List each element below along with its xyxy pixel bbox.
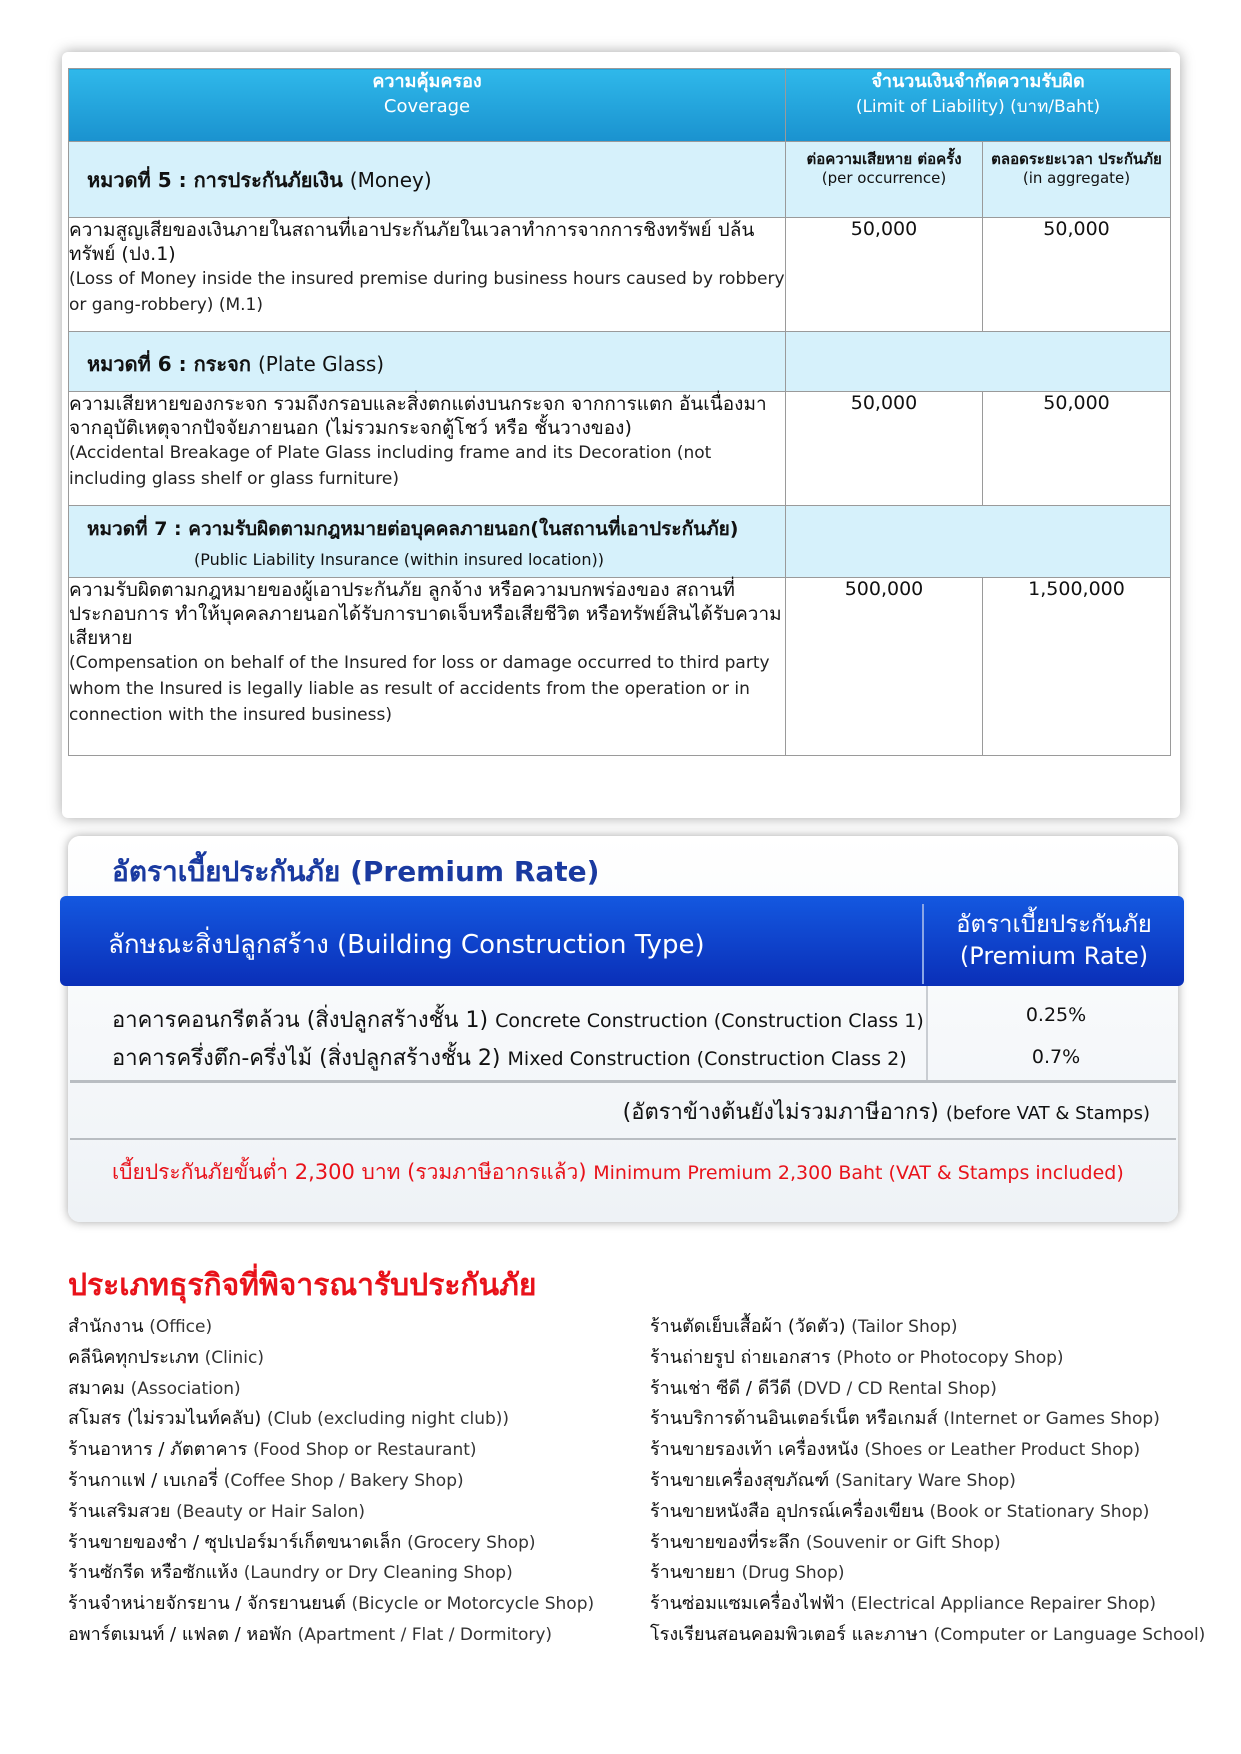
list-item: ร้านเสริมสวย (Beauty or Hair Salon) [68,1500,366,1522]
list-item: โรงเรียนสอนคอมพิวเตอร์ และภาษา (Computer or Language School) [650,1623,1206,1645]
business-list-left [68,1312,594,1651]
list-item: สโมสร (ไม่รวมไนท์คลับ) (Club (excluding night club)) [68,1408,510,1430]
per-occurrence-header [786,142,983,218]
aggregate-th: ตลอดระยะเวลา ประกันภัย [991,150,1162,168]
coverage-header-row [69,69,1171,142]
premium-rate-col-en: (Premium Rate) [959,942,1149,970]
minimum-premium-en: Minimum Premium 2,300 Baht (VAT & Stamps included) [593,1162,1124,1184]
divider [70,1080,1176,1083]
section6-title-en: (Plate Glass) [257,352,385,376]
section6-description [69,392,786,506]
coverage-header-en: Coverage [383,96,471,117]
coverage-header-th: ความคุ้มครอง [372,71,482,92]
coverage-header [69,69,786,142]
rate-divider [926,986,928,1080]
section6-desc-th: ความเสียหายของกระจก รวมถึงกรอบและสิ่งตกแต่งบนกระจก จากการแตก อันเนื่องมาจากอุบัติเหตุจากปัจจัยภายนอก (ไม่รวมกระจกตู้โชว์ หรือ ชั้นวางของ) [69,393,767,439]
vat-note [623,1094,1150,1129]
list-item: ร้านอาหาร / ภัตตาคาร (Food Shop or Restaurant) [68,1439,477,1461]
list-item: ร้านซ่อมแซมเครื่องไฟฟ้า (Electrical Appliance Repairer Shop) [650,1593,1157,1615]
per-occurrence-en: (per occurrence) [821,169,947,187]
aggregate-header [983,142,1171,218]
section6-header-blank [786,332,1171,392]
list-item: ร้านบริการด้านอินเตอร์เน็ต หรือเกมส์ (Internet or Games Shop) [650,1408,1160,1430]
section6-aggregate: 50,000 [983,392,1171,506]
rate-row-en: Mixed Construction (Construction Class 2) [507,1048,907,1070]
list-item: อพาร์ตเมนท์ / แฟลต / หอพัก (Apartment / Flat / Dormitory) [68,1623,553,1645]
section7-per-occurrence: 500,000 [786,578,983,756]
section6-desc-en: (Accidental Breakage of Plate Glass including frame and its Decoration (not including glass shelf or glass furniture) [69,443,712,489]
premium-rate-box [68,836,1178,1222]
section6-title-cell [69,332,786,392]
vat-note-th: (อัตราข้างต้นยังไม่รวมภาษีอากร) [622,1100,939,1125]
rate-row-concrete [112,1002,924,1037]
rate-row-en: Concrete Construction (Construction Class 1) [495,1010,924,1032]
divider [70,1138,1176,1140]
section5-description [69,218,786,332]
section5-title-cell [69,142,786,218]
list-item: ร้านจำหน่ายจักรยาน / จักรยานยนต์ (Bicycle or Motorcycle Shop) [68,1593,595,1615]
limit-header-th: จำนวนเงินจำกัดความรับผิด [871,71,1085,92]
rate-value-mixed: 0.7% [1031,1046,1081,1068]
section7-aggregate: 1,500,000 [983,578,1171,756]
premium-rate-title: อัตราเบี้ยประกันภัย (Premium Rate) [112,855,600,888]
minimum-premium-th: เบี้ยประกันภัยขั้นต่ำ 2,300 บาท (รวมภาษีอากรแล้ว) [112,1160,587,1184]
limit-header-en: (Limit of Liability) (บาท/Baht) [855,97,1101,117]
premium-rate-rows [68,986,1178,1080]
section7-desc-en: (Compensation on behalf of the Insured for loss or damage occurred to third party whom the Insured is legally liable as result of accidents from the operation or in connection with the insured business) [69,653,770,725]
list-item: ร้านซักรีด หรือซักแห้ง (Laundry or Dry Cleaning Shop) [68,1562,513,1584]
premium-rate-col-th: อัตราเบี้ยประกันภัย [956,910,1152,938]
list-item: ร้านเช่า ซีดี / ดีวีดี (DVD / CD Rental Shop) [650,1377,997,1399]
section6-header-row [69,332,1171,392]
business-types-title: ประเภทธุรกิจที่พิจารณารับประกันภัย [68,1268,537,1303]
section6-per-occurrence: 50,000 [786,392,983,506]
list-item: ร้านขายของชำ / ซุปเปอร์มาร์เก็ตขนาดเล็ก (Grocery Shop) [68,1531,536,1553]
list-item: ร้านถ่ายรูป ถ่ายเอกสาร (Photo or Photocopy Shop) [650,1346,1064,1368]
aggregate-en: (in aggregate) [1022,169,1131,187]
list-item: ร้านขายเครื่องสุขภัณฑ์ (Sanitary Ware Shop) [650,1469,1016,1491]
section5-desc-th: ความสูญเสียของเงินภายในสถานที่เอาประกันภัยในเวลาทำการจากการชิงทรัพย์ ปล้นทรัพย์ (ปง.1) [69,219,755,265]
section7-title-cell [69,506,786,578]
list-item: ร้านขายยา (Drug Shop) [650,1562,845,1584]
section7-desc-th: ความรับผิดตามกฎหมายของผู้เอาประกันภัย ลูกจ้าง หรือความบกพร่องของ สถานที่ประกอบการ ทำให้บุคคลภายนอกได้รับการบาดเจ็บหรือเสียชีวิต หรือทรัพย์สินได้รับความเสียหาย [69,579,782,649]
coverage-table [68,68,1171,756]
premium-rate-col-header [926,908,1182,972]
rate-row-mixed [112,1040,907,1075]
section7-title: หมวดที่ 7 : ความรับผิดตามกฎหมายต่อบุคคลภายนอก(ในสถานที่เอาประกันภัย) [87,518,739,540]
vat-note-en: (before VAT & Stamps) [945,1103,1150,1124]
section5-desc-en: (Loss of Money inside the insured premise during business hours caused by robbery or gang-robbery) (M.1) [69,269,785,315]
premium-rate-header [60,896,1184,986]
section5-header-row [69,142,1171,218]
list-item: ร้านตัดเย็บเสื้อผ้า (วัดตัว) (Tailor Shop) [650,1316,958,1337]
section6-row [69,392,1171,506]
list-item: สมาคม (Association) [68,1377,241,1399]
section7-row [69,578,1171,756]
list-item: ร้านกาแฟ / เบเกอรี่ (Coffee Shop / Bakery Shop) [68,1469,464,1491]
per-occurrence-th: ต่อความเสียหาย ต่อครั้ง [806,150,962,168]
section7-subtitle: (Public Liability Insurance (within insured location)) [194,550,604,569]
section6-title-th: หมวดที่ 6 : กระจก [87,352,251,376]
section5-title-th: หมวดที่ 5 : การประกันภัยเงิน [87,168,343,192]
rate-row-th: อาคารคอนกรีตล้วน (สิ่งปลูกสร้างชั้น 1) [112,1008,489,1033]
limit-header [786,69,1171,142]
section5-aggregate: 50,000 [983,218,1171,332]
list-item: ร้านขายหนังสือ อุปกรณ์เครื่องเขียน (Book or Stationary Shop) [650,1500,1150,1522]
business-list-right [650,1312,1205,1651]
section7-header-row [69,506,1171,578]
section7-header-blank [786,506,1171,578]
list-item: ร้านขายของที่ระลึก (Souvenir or Gift Shop) [650,1531,1001,1553]
list-item: ร้านขายรองเท้า เครื่องหนัง (Shoes or Leather Product Shop) [650,1439,1141,1461]
header-divider [922,904,924,984]
section5-title-en: (Money) [349,168,432,192]
list-item: สำนักงาน (Office) [68,1316,213,1337]
section5-per-occurrence: 50,000 [786,218,983,332]
list-item: คลีนิคทุกประเภท (Clinic) [68,1346,264,1368]
construction-type-header: ลักษณะสิ่งปลูกสร้าง (Building Construction Type) [108,930,705,960]
minimum-premium [112,1156,1124,1189]
rate-value-concrete: 0.25% [1025,1004,1087,1026]
section7-description [69,578,786,756]
section5-row [69,218,1171,332]
rate-row-th: อาคารครึ่งตึก-ครึ่งไม้ (สิ่งปลูกสร้างชั้น 2) [112,1046,501,1071]
